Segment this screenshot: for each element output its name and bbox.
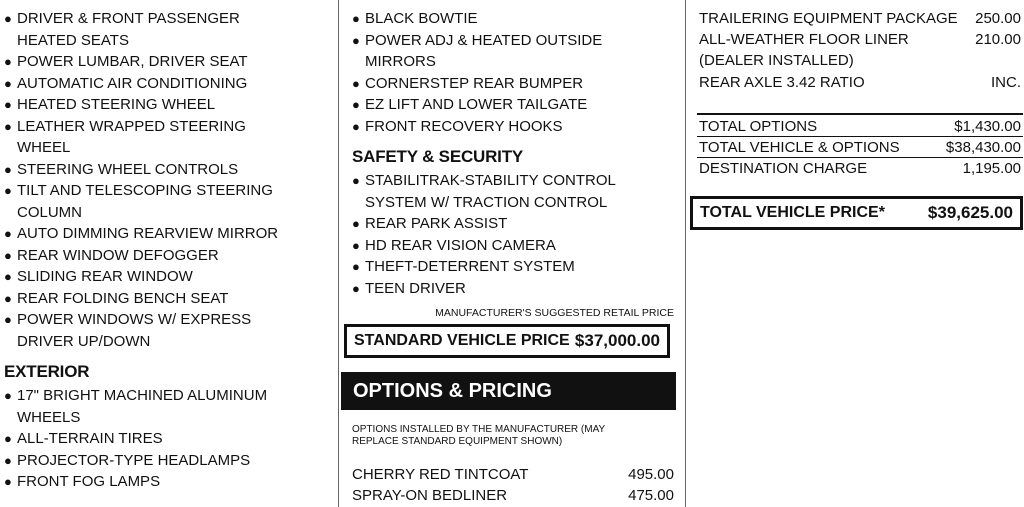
option-label: ALL-WEATHER FLOOR LINER [699, 31, 909, 48]
total-value: $38,430.00 [945, 139, 1021, 156]
option-price: INC. [991, 74, 1021, 91]
feature-item [4, 385, 334, 428]
exterior-feature-list-continued [352, 8, 677, 137]
total-row [699, 116, 1021, 137]
feature-label: EZ LIFT AND LOWER TAILGATE [365, 96, 588, 113]
total-value: $1,430.00 [954, 118, 1021, 135]
bullet-icon: ● [4, 183, 12, 198]
bullet-icon: ● [4, 226, 12, 241]
option-label: (DEALER INSTALLED) [699, 52, 854, 69]
feature-label: ALL-TERRAIN TIRES [17, 430, 163, 447]
feature-label: REAR PARK ASSIST [365, 215, 508, 232]
feature-item [4, 428, 334, 450]
bullet-icon: ● [352, 75, 360, 91]
options-totals-column [686, 0, 1024, 507]
interior-equipment-column [0, 0, 338, 507]
total-vehicle-price-value: $39,625.00 [927, 203, 1013, 222]
option-label: CHERRY RED TINTCOAT [352, 466, 529, 483]
bullet-icon: ● [4, 290, 12, 306]
total-row [699, 158, 1021, 179]
feature-item [4, 159, 334, 181]
bullet-icon: ● [352, 97, 360, 112]
bullet-icon: ● [352, 173, 360, 188]
safety-and-pricing-column [338, 0, 686, 507]
total-vehicle-price-label: TOTAL VEHICLE PRICE* [700, 204, 885, 221]
feature-item [352, 73, 677, 95]
feature-label: BLACK BOWTIE [365, 10, 478, 27]
feature-label: TEEN DRIVER [365, 279, 466, 297]
safety-heading: SAFETY & SECURITY [352, 147, 524, 166]
bullet-icon: ● [4, 54, 12, 69]
feature-label: REAR FOLDING BENCH SEAT [17, 289, 229, 307]
feature-item [4, 73, 334, 95]
bullet-icon: ● [352, 259, 360, 274]
total-value: 1,195.00 [962, 160, 1021, 177]
total-row [699, 137, 1021, 158]
total-label: DESTINATION CHARGE [699, 160, 868, 177]
feature-label: HEATED STEERING WHEEL [17, 96, 216, 113]
feature-item [4, 8, 334, 51]
feature-label: POWER LUMBAR, DRIVER SEAT [17, 53, 248, 70]
feature-item [4, 51, 334, 73]
option-label: TRAILERING EQUIPMENT PACKAGE [699, 10, 958, 27]
bullet-icon: ● [352, 237, 360, 253]
bullet-icon: ● [4, 431, 12, 446]
feature-item [352, 94, 677, 116]
total-label: TOTAL OPTIONS [699, 118, 818, 135]
divider [697, 113, 1023, 115]
feature-label: POWER ADJ & HEATED OUTSIDE MIRRORS [365, 31, 603, 70]
bullet-icon: ● [4, 474, 12, 489]
feature-label: HD REAR VISION CAMERA [365, 236, 556, 254]
bullet-icon: ● [352, 11, 360, 26]
bullet-icon: ● [4, 161, 12, 177]
options-pricing-banner: OPTIONS & PRICING [341, 372, 676, 410]
exterior-feature-list [4, 385, 334, 493]
bullet-icon: ● [4, 388, 12, 403]
standard-price-value: $37,000.00 [574, 331, 660, 350]
bullet-icon: ● [4, 269, 12, 284]
bullet-icon: ● [4, 247, 12, 263]
option-label: REAR AXLE 3.42 RATIO [699, 74, 865, 91]
msrp-caption: MANUFACTURER'S SUGGESTED RETAIL PRICE [435, 307, 674, 319]
feature-label: POWER WINDOWS W/ EXPRESS DRIVER UP/DOWN [17, 311, 252, 350]
option-label: SPRAY-ON BEDLINER [352, 487, 508, 504]
feature-item [352, 235, 677, 257]
bullet-icon: ● [4, 312, 12, 327]
feature-item [4, 116, 334, 159]
feature-item [4, 288, 334, 310]
feature-label: AUTO DIMMING REARVIEW MIRROR [17, 225, 279, 242]
feature-item [352, 8, 677, 30]
bullet-icon: ● [4, 452, 12, 468]
feature-label: LEATHER WRAPPED STEERING WHEEL [17, 117, 246, 156]
feature-item [4, 471, 334, 493]
option-price: 210.00 [975, 31, 1021, 48]
option-row [699, 8, 1021, 29]
bullet-icon: ● [352, 32, 360, 48]
feature-label: CORNERSTEP REAR BUMPER [365, 74, 584, 92]
bullet-icon: ● [4, 118, 12, 134]
options-note: OPTIONS INSTALLED BY THE MANUFACTURER (MAY REPLACE STANDARD EQUIPMENT SHOWN) [352, 424, 606, 447]
feature-item [4, 180, 334, 223]
feature-label: REAR WINDOW DEFOGGER [17, 246, 219, 264]
bullet-icon: ● [4, 11, 12, 26]
feature-label: STABILITRAK-STABILITY CONTROL SYSTEM W/ TRACTION CONTROL [365, 172, 616, 211]
bullet-icon: ● [352, 280, 360, 296]
bullet-icon: ● [4, 75, 12, 91]
option-price: 475.00 [628, 487, 674, 504]
bullet-icon: ● [4, 97, 12, 112]
standard-price-label: STANDARD VEHICLE PRICE [354, 332, 570, 349]
feature-item [352, 278, 677, 300]
feature-label: FRONT RECOVERY HOOKS [365, 117, 563, 135]
feature-item [352, 170, 677, 213]
option-price: 495.00 [628, 466, 674, 483]
safety-feature-list [352, 170, 677, 299]
feature-item [352, 116, 677, 138]
feature-label: FRONT FOG LAMPS [17, 473, 161, 490]
feature-item [4, 245, 334, 267]
feature-item [352, 213, 677, 235]
feature-label: THEFT-DETERRENT SYSTEM [365, 258, 575, 275]
total-label: TOTAL VEHICLE & OPTIONS [699, 139, 900, 156]
option-row [699, 50, 1021, 71]
feature-label: DRIVER & FRONT PASSENGER HEATED SEATS [17, 10, 240, 49]
standard-vehicle-price-box [344, 324, 670, 358]
option-row [352, 485, 674, 506]
feature-item [4, 450, 334, 472]
option-row [699, 29, 1021, 50]
feature-label: TILT AND TELESCOPING STEERING COLUMN [17, 182, 273, 221]
feature-label: SLIDING REAR WINDOW [17, 268, 193, 285]
option-price: 250.00 [975, 10, 1021, 27]
feature-label: AUTOMATIC AIR CONDITIONING [17, 74, 248, 92]
feature-item [4, 266, 334, 288]
feature-item [4, 223, 334, 245]
feature-label: 17" BRIGHT MACHINED ALUMINUM WHEELS [17, 387, 268, 426]
exterior-heading: EXTERIOR [4, 362, 90, 381]
bullet-icon: ● [352, 216, 360, 231]
total-vehicle-price-box [690, 196, 1023, 230]
option-row [699, 72, 1021, 93]
option-row [352, 464, 674, 485]
feature-item [4, 309, 334, 352]
feature-label: STEERING WHEEL CONTROLS [17, 160, 239, 178]
bullet-icon: ● [352, 118, 360, 134]
feature-item [4, 94, 334, 116]
interior-feature-list [4, 8, 334, 352]
feature-item [352, 30, 677, 73]
feature-label: PROJECTOR-TYPE HEADLAMPS [17, 451, 251, 469]
feature-item [352, 256, 677, 278]
